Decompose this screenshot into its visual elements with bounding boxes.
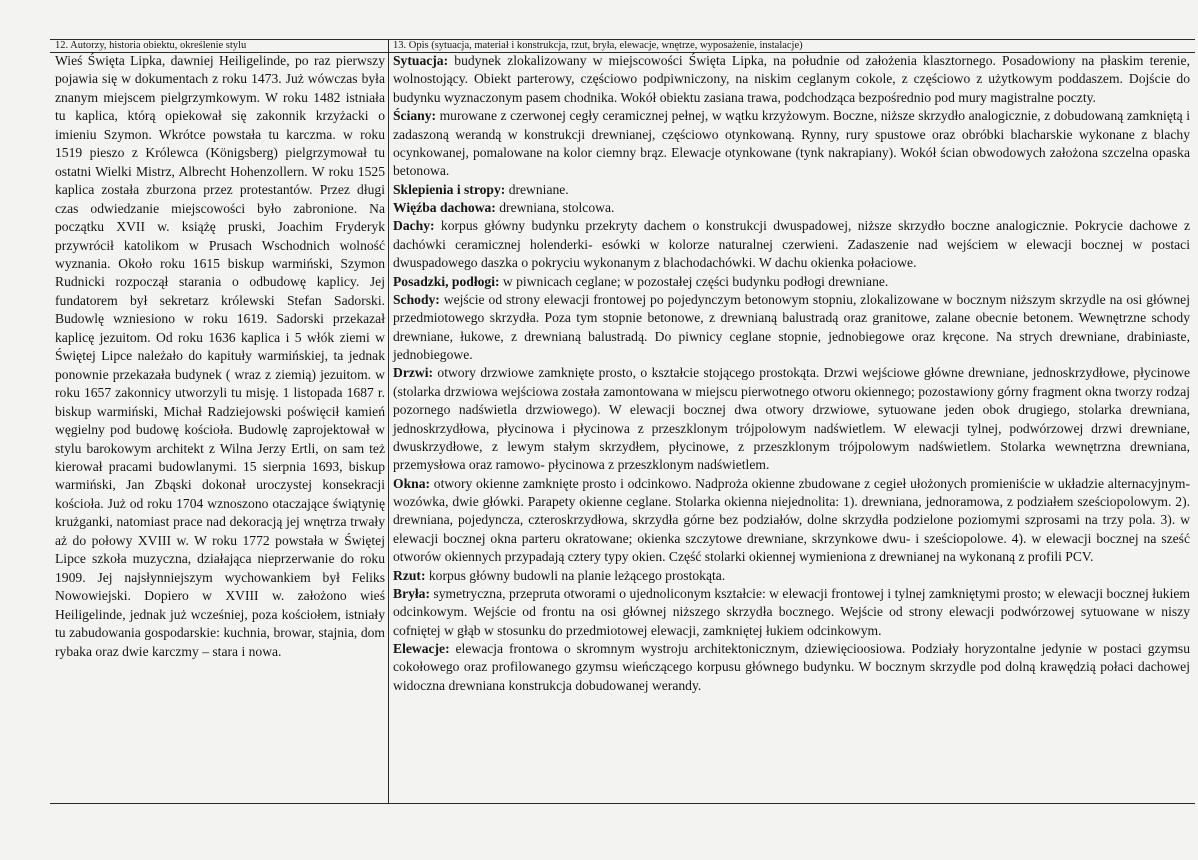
- desc-label: Więźba dachowa:: [393, 200, 496, 215]
- history-text: Wieś Święta Lipka, dawniej Heiligelinde, po raz pierwszy pojawia się w dokumentach z roku 1473. Już wówczas była znanym miejscem pielgrzymkowym. W roku 1482 istniała tu kaplica, którą opiekował się zakonnik krzyżacki o imieniu Szymon. Wkrótce powstała tu karczma. w roku 1519 pieszo z Królewca (Königsberg) pielgrzymował tu ostatni Wielki Mistrz, Albrecht Hohenzollern. W roku 1525 kaplica została zburzona przez protestantów. Przez długi czas odwiedzanie miejscowości było zabronione. Na początku XVII w. książę pruski, Joachim Fryderyk przywrócił katolikom w Prusach Wschodnich wolność wyznania. Około roku 1615 biskup warmiński, Szymon Rudnicki rozpoczął starania o odbudowę kaplicy. Jej fundatorem był sekretarz królewski Stefan Sadorski. Budowlę wzniesiono w roku 1619. Sadorski przekazał kaplicę jezuitom. Od roku 1636 kaplica i 5 włók ziemi w Świętej Lipce należało do kapituły warmińskiej, ta jednak ponownie przekazała budynek ( wraz z ziemią) jezuitom. w roku 1657 zakonnicy utworzyli tu misję. 1 listopada 1687 r. biskup warmiński, Michał Radziejowski poświęcił kamień węgielny pod budowę kościoła. Budowlę zaprojektował w stylu barokowym architekt z Wilna Jerzy Ertli, on sam też kierował pracami budowlanymi. 15 sierpnia 1693, biskup warmiński, Jan Zbąski dokonał uroczystej konsekracji kościoła. Już od roku 1704 wznoszono otaczające świątynię krużganki, natomiast prace nad dekoracją jej wnętrza trwały aż do połowy XVIII w. W roku 1772 powstała w Świętej Lipce szkoła muzyczna, działająca nieprzerwanie do roku 1909. Jej najsłynniejszym wychowankiem był Feliks Nowowiejski. Dopiero w XVIII w. założono wieś Heiligelinde, jednak już wcześniej, poza kościołem, istniały tu zabudowania gospodarskie: kuchnia, browar, stajnia, dom rybaka oraz dwie karczmy – stara i nowa.: [55, 53, 385, 659]
- desc-label: Bryła:: [393, 585, 430, 601]
- desc-wiezba: [393, 199, 1190, 217]
- desc-schody: [393, 291, 1190, 365]
- desc-text: budynek zlokalizowany w miejscowości Święta Lipka, na południe od założenia klasztornego. Posadowiony na płaskim terenie, wolnostojący. Obiekt parterowy, częściowo podpiwniczony, na niskim ceglanym cokole, z częściowo z użytkowym poddaszem. Dojście do budynku wyznaczonym pasem chodnika. Wokół obiektu zasiana trawa, podchodząca bezpośrednio pod mury magistralne poczty.: [393, 53, 1190, 105]
- record-card: [50, 39, 1195, 804]
- desc-okna: [393, 475, 1190, 567]
- desc-text: korpus główny budowli na planie leżącego prostokąta.: [425, 567, 726, 583]
- desc-label: Drzwi:: [393, 365, 434, 381]
- desc-text: korpus główny budynku przekryty dachem o konstrukcji dwuspadowej, niższe skrzydło boczne analogicznie. Pokrycie dachowe z dachówki ceramicznej holenderki- esówki w kolorze naturalnej czerwieni. Zadaszenie nad wejściem w elewacji bocznej w postaci dwuspadowego daszka o pokryciu wykonanym z blachodachówki. W dachu okienka połaciowe.: [393, 218, 1190, 271]
- desc-sklepienia: [393, 181, 1190, 199]
- desc-text: murowane z czerwonej cegły ceramicznej pełnej, w wątku krzyżowym. Boczne, niższe skrzydło analogicznie, z dobudowaną zamkniętą i zadaszoną werandą w konstrukcji drewnianej, częściowo otynkowaną. Rynny, rury spustowe oraz obróbki blacharskie wykonane z blachy ocynkowanej, pomalowane na kolor ciemny brąz. Elewacje otynkowane (tynk nakrapiany). Wokół ścian obwodowych założona szczelna opaska betonowa.: [393, 108, 1190, 179]
- section-13-header: 13. Opis (sytuacja, materiał i konstrukcja, rzut, bryła, elewacje, wnętrze, wyposażenie, instalacje): [393, 40, 803, 51]
- column-divider: [388, 40, 389, 803]
- desc-drzwi: [393, 364, 1190, 474]
- desc-rzut: [393, 567, 1190, 585]
- desc-label: Rzut:: [393, 567, 426, 583]
- desc-label: Okna:: [393, 475, 431, 491]
- desc-label: Sklepienia i stropy:: [393, 181, 506, 197]
- desc-text: otwory okienne zamknięte prosto i odcinkowo. Nadproża okienne zbudowane z cegieł ułożonych promieniście w układzie alternacyjnym- wozówka, dwie główki. Parapety okienne ceglane. Stolarka okienna niejednolita: 1). drewniana, jednoramowa, z podziałem sześciopolowym. 2). drewniana, pojedyncza, czteroskrzydłowa, skrzydła górne bez podziałów, dolne skrzydła podzielone poziomymi szprosami na trzy pola. 3). w elewacji bocznej okna parteru okratowane; okienka szczytowe drewniane, skrzynkowe dwu- i sześciopolowe. 4). w elewacji bocznej na sześć otworów okiennych przypadają cztery typy okien. Część stolarki okiennej wymieniona z drewnianej na wykonaną z profili PCV.: [393, 475, 1190, 565]
- description-column: [393, 52, 1190, 695]
- desc-dachy: [393, 217, 1190, 272]
- desc-text: otwory drzwiowe zamknięte prosto, o kształcie stojącego prostokąta. Drzwi wejściowe główne drewniane, jednoskrzydłowe, płycinowe (stolarka drzwiowa wejściowa została zamontowana w miejscu pierwotnego otworu okiennego; pozostawiony górny fragment okna tworzy rodzaj pozornego nadświetla drzwiowego). W elewacji bocznej dwa otwory drzwiowe, sytuowane jeden obok drugiego, stolarka drewniana, jednoskrzydłowa, płycinowa i płycinowa z przeszklonym trójpolowym nadświetlem. W elewacji tylnej, podwórzowej drzwi drewniane, dwuskrzydłowe, z lewym stałym skrzydłem, płycinowe, z przeszklonym trójpolowym nadświetlem. Stolarka wewnętrzna drewniana, przemysłowa oraz ramowo- płycinowa z przeszklonym nadświetlem.: [393, 365, 1190, 473]
- history-column: [55, 52, 385, 661]
- desc-label: Ściany:: [393, 108, 437, 124]
- desc-sciany: [393, 107, 1190, 181]
- desc-text: elewacja frontowa o skromnym wystroju architektonicznym, dziewięcioosiowa. Podziały horyzontalne jedynie w postaci gzymsu cokołowego oraz profilowanego gzymsu wieńczącego korpusu głównego budynku. W bocznym skrzydle pod dolną krawędzią połaci dachowej widoczna drewniana konstrukcja dobudowanej werandy.: [393, 641, 1190, 693]
- section-12-header: 12. Autorzy, historia obiektu, określenie stylu: [55, 40, 247, 51]
- desc-posadzki: [393, 273, 1190, 291]
- desc-sytuacja: [393, 52, 1190, 107]
- desc-text: w piwnicach ceglane; w pozostałej części budynku podłogi drewniane.: [499, 273, 889, 289]
- desc-text: wejście od strony elewacji frontowej po pojedynczym betonowym stopniu, zlokalizowane w bocznym niższym skrzydle na osi głównej przedmiotowego skrzydła. Poza tym stopnie betonowe, z drewnianą balustradą oraz granitowe, zalane obecnie betonem. Wewnętrzne schody drewniane, łukowe, z drewnianą balustradą. Do piwnicy ceglane stopnie, jednobiegowe oraz kręcone. Na strych drewniane, drabiniaste, jednobiegowe.: [393, 291, 1190, 362]
- desc-text: symetryczna, przepruta otworami o ujednoliconym kształcie: w elewacji frontowej i tylnej zamkniętymi prosto; w elewacji bocznej łukiem odcinkowym. Wejście od frontu na osi głównej niższego skrzydła bocznego. Wejście od strony elewacji podwórzowej sytuowane w niszy cofniętej w głąb w stosunku do przedmiotowej elewacji, zamkniętej łukiem odcinkowym.: [393, 585, 1190, 638]
- desc-label: Schody:: [393, 291, 440, 307]
- desc-label: Posadzki, podłogi:: [393, 273, 500, 289]
- desc-bryla: [393, 585, 1190, 640]
- desc-label: Sytuacja:: [393, 53, 449, 68]
- desc-elewacje: [393, 640, 1190, 695]
- desc-label: Dachy:: [393, 218, 435, 234]
- desc-label: Elewacje:: [393, 641, 450, 656]
- desc-text: drewniane.: [505, 181, 569, 197]
- desc-text: drewniana, stolcowa.: [495, 200, 615, 215]
